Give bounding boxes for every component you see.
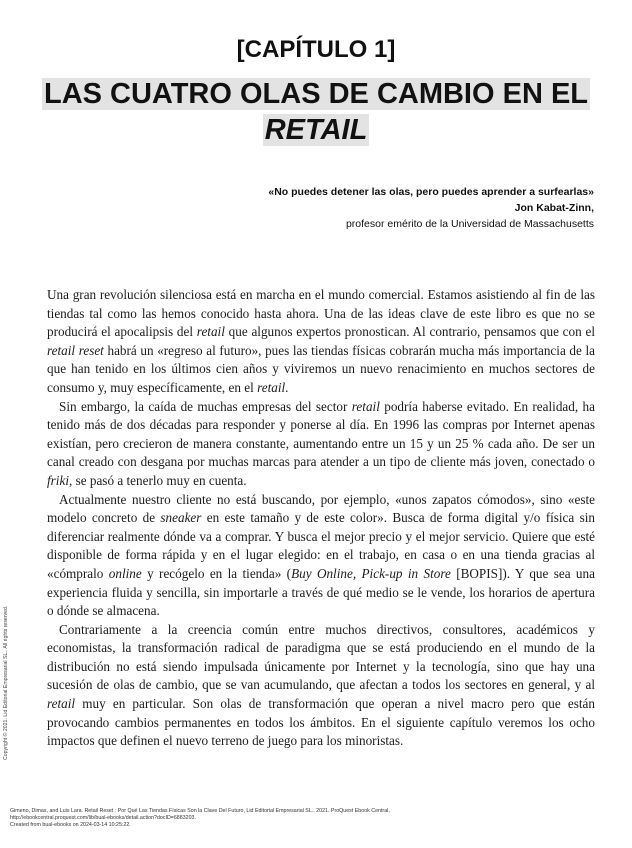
epigraph-author-role: profesor emérito de la Universidad de Massachusetts	[345, 218, 594, 230]
chapter-title	[40, 76, 592, 148]
footer-citation: Gimeno, Dimas, and Luis Lara. Retail Reset : Por Qué Las Tiendas Físicas Son la Clave Del Futuro, Lid Editorial Empresarial SL., 2021. ProQuest Ebook Central,	[10, 808, 390, 814]
chapter-title-line2: RETAIL	[264, 114, 368, 146]
chapter-title-line1: LAS CUATRO OLAS DE CAMBIO EN EL	[43, 78, 589, 110]
footer-url[interactable]: http://ebookcentral.proquest.com/lib/bual-ebooks/detail.action?docID=6883203.	[10, 815, 196, 821]
paragraph-2: Sin embargo, la caída de muchas empresas del sector retail podría haberse evitado. En realidad, ha tenido más de dos décadas para responder y ponerse al día. En 1996 las compras por Internet apenas existían, pero crecieron de manera constante, aumentando entre un 15 y un 25 % cada año. De ser un canal creado con desgana por muchas marcas para atender a un tipo de cliente más joven, conectado o friki, se pasó a tenerlo muy en cuenta.	[47, 398, 595, 488]
chapter-body	[47, 286, 595, 751]
page-footer	[10, 808, 620, 829]
footer-created: Created from bual-ebooks on 2024-03-14 10:25:22.	[10, 822, 131, 828]
paragraph-1: Una gran revolución silenciosa está en marcha en el mundo comercial. Estamos asistiendo al fin de las tiendas tal como las hemos conocido hasta ahora. Una de las ideas clave de este libro es que no se producirá el apocalipsis del retail que algunos expertos pronostican. Al contrario, pensamos que con el retail reset habrá un «regreso al futuro», pues las tiendas físicas cobrarán mucha más importancia de la que han tenido en los últimos cien años y viviremos un nuevo renacimiento en muchos sectores de consumo y, muy específicamente, en el retail.	[47, 287, 596, 395]
paragraph-4: Contrariamente a la creencia común entre muchos directivos, consultores, académicos y economistas, la transformación radical de paradigma que se está produciendo en el mundo de la distribución no está siendo impulsada únicamente por Internet y la tecnología, sino que hay una sucesión de olas de cambio, que se van acumulando, que afectan a todos los sectores en general, y al retail muy en particular. Son olas de transformación que operan a nivel macro pero que están provocando cambios permanentes en todos los ámbitos. En el siguiente capítulo veremos los ocho impactos que definen el nuevo terreno de juego para los minoristas.	[47, 621, 595, 749]
chapter-label: [CAPÍTULO 1]	[236, 36, 396, 63]
epigraph-quote: «No puedes detener las olas, pero puedes aprender a surfearlas»	[268, 186, 594, 198]
paragraph-3: Actualmente nuestro cliente no está buscando, por ejemplo, «unos zapatos cómodos», sino «este modelo concreto de sneaker en este tamaño y de este color». Busca de forma digital y/o física sin diferenciar realmente dónde va a comprar. Y busca el mejor precio y el mejor servicio. Quiere que esté disponible de forma rápida y en el lugar elegido: en el trabajo, en casa o en una tienda gracias al «cómpralo online y recógelo en la tienda» (Buy Online, Pick-up in Store [BOPIS]). Y que sea una experiencia fluida y sencilla, sin importarle a través de qué medio se le vende, los horarios de apertura o dónde se almacena.	[47, 491, 595, 619]
epigraph-author: Jon Kabat-Zinn,	[514, 202, 594, 214]
epigraph	[34, 184, 594, 232]
side-copyright-notice: Copyright © 2021. Lid Editorial Empresarial SL.. All rights reserved.	[3, 605, 9, 760]
